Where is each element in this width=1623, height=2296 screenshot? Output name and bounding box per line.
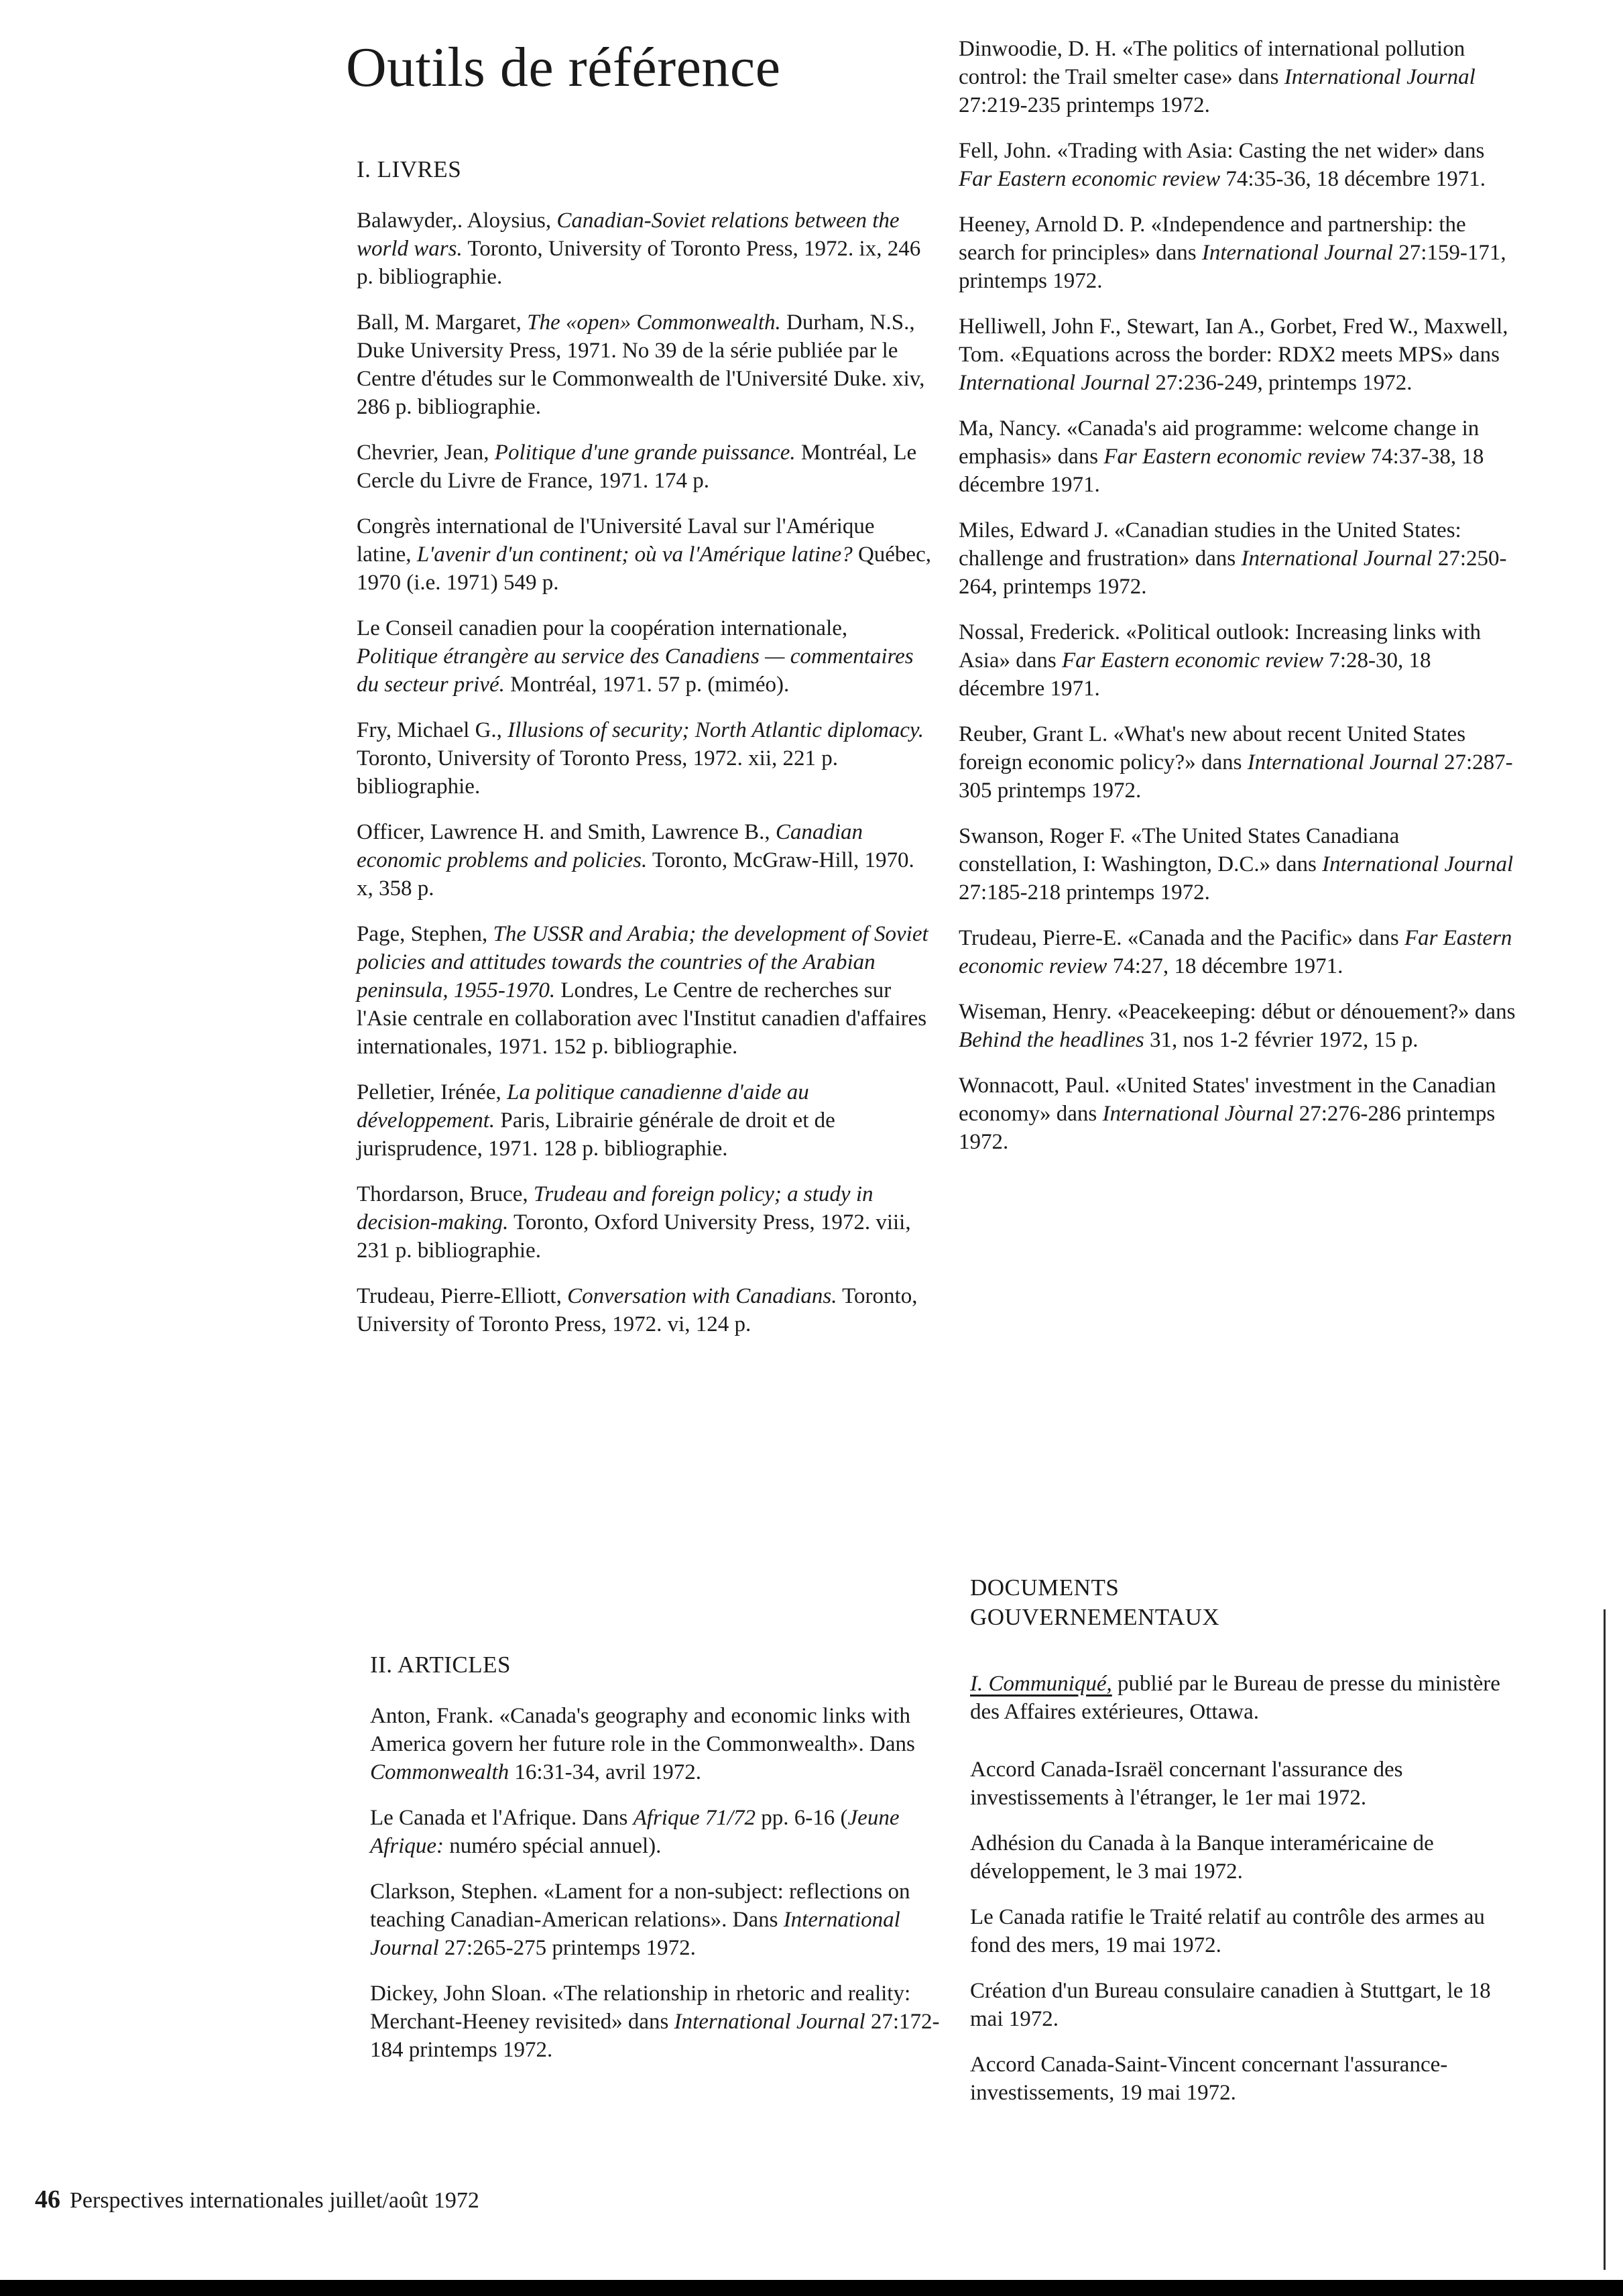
entry-text: Clarkson, Stephen. «Lament for a non-subject: reflections on teaching Canadian-American relations». Dans	[370, 1880, 910, 1932]
entry-text: Toronto, Oxford University Press, 1972. viii, 231 p. bibliographie.	[357, 1210, 911, 1263]
entry-title-italic: International Journal	[1284, 65, 1476, 89]
communique-title: I. Communiqué,	[970, 1672, 1112, 1696]
bibliography-entry	[370, 1878, 947, 1962]
bibliography-entry	[959, 618, 1522, 703]
bibliography-entry	[357, 1180, 933, 1265]
entry-text: Fell, John. «Trading with Asia: Casting the net wider» dans	[959, 139, 1485, 163]
entry-title-italic: Behind the headlines	[959, 1028, 1144, 1052]
books-heading: I. LIVRES	[357, 156, 462, 182]
documents-heading-line2: GOUVERNEMENTAUX	[970, 1604, 1220, 1630]
bibliography-entry	[959, 720, 1522, 805]
entry-title-italic: Conversation with Canadians.	[567, 1284, 837, 1308]
entry-text: Miles, Edward J. «Canadian studies in the United States: challenge and frustration» dans	[959, 518, 1461, 571]
publication-name: Perspectives internationales juillet/août 1972	[70, 2188, 479, 2213]
entry-title-italic: The «open» Commonwealth.	[527, 310, 781, 335]
bibliography-entry	[959, 137, 1522, 193]
entry-text: Montréal, 1971. 57 p. (miméo).	[504, 673, 790, 697]
document-entry: Accord Canada-Israël concernant l'assurance des investissements à l'étranger, le 1er mai 1972.	[970, 1758, 1403, 1810]
entry-text: Durham, N.S., Duke University Press, 1971. No 39 de la série publiée par le Centre d'études sur le Commonwealth de l'Université Duke. xiv, 286 p. bibliographie.	[357, 310, 925, 419]
entry-text: Londres, Le Centre de recherches sur l'Asie centrale en collaboration avec l'Institut canadien d'affaires internationales, 1971. 152 p. bibliographie.	[357, 978, 927, 1059]
documents-list	[970, 1756, 1526, 2107]
books-list	[357, 207, 933, 1338]
entry-text: 27:185-218 printemps 1972.	[959, 880, 1210, 905]
entry-text: 27:159-171, printemps 1972.	[959, 241, 1506, 293]
bibliography-entry	[959, 998, 1522, 1054]
bottom-edge-bar	[0, 2280, 1623, 2296]
articles-continued	[959, 35, 1522, 1173]
documents-heading	[970, 1573, 1526, 1632]
entry-text: Reuber, Grant L. «What's new about recent United States foreign economic policy?» dans	[959, 722, 1466, 774]
entry-text: 74:35-36, 18 décembre 1971.	[1220, 167, 1486, 191]
document-entry: Adhésion du Canada à la Banque interaméricaine de développement, le 3 mai 1972.	[970, 1831, 1434, 1884]
bibliography-entry	[959, 822, 1522, 907]
entry-text: Toronto, University of Toronto Press, 1972. ix, 246 p. bibliographie.	[357, 237, 921, 289]
entry-title-italic: Afrique 71/72	[633, 1806, 756, 1830]
document-entry: Création d'un Bureau consulaire canadien à Stuttgart, le 18 mai 1972.	[970, 1979, 1491, 2031]
bibliography-entry	[959, 312, 1522, 397]
entry-text: pp. 6-16 (	[756, 1806, 848, 1830]
entry-text: Le Conseil canadien pour la coopération internationale,	[357, 616, 848, 640]
entry-text: Dinwoodie, D. H. «The politics of international pollution control: the Trail smelter case» dans	[959, 37, 1465, 89]
articles-list-left	[370, 1702, 947, 2064]
bibliography-entry	[357, 818, 933, 903]
government-documents-section	[970, 1573, 1526, 2124]
articles-section	[370, 1651, 947, 2081]
entry-title-italic: Far Eastern economic review	[1103, 445, 1366, 469]
entry-text: numéro spécial annuel).	[443, 1834, 662, 1858]
entry-text: Page, Stephen,	[357, 922, 493, 946]
entry-text: Officer, Lawrence H. and Smith, Lawrence B.,	[357, 820, 776, 844]
bibliography-entry	[357, 308, 933, 421]
entry-text: Toronto, McGraw-Hill, 1970. x, 358 p.	[357, 848, 914, 901]
entry-text: Québec, 1970 (i.e. 1971) 549 p.	[357, 542, 931, 595]
bibliography-entry	[357, 1282, 933, 1338]
entry-text: 27:219-235 printemps 1972.	[959, 93, 1210, 117]
bibliography-entry	[357, 614, 933, 699]
bibliography-entry	[357, 1078, 933, 1163]
entry-text: Anton, Frank. «Canada's geography and economic links with America govern her future role in the Commonwealth». Dans	[370, 1704, 915, 1756]
communique-description: publié par le Bureau de presse du ministère des Affaires extérieures, Ottawa.	[970, 1672, 1500, 1724]
entry-text: Trudeau, Pierre-E. «Canada and the Pacific» dans	[959, 926, 1404, 950]
entry-text: Ball, M. Margaret,	[357, 310, 528, 335]
bibliography-entry	[357, 716, 933, 801]
entry-text: Trudeau, Pierre-Elliott,	[357, 1284, 568, 1308]
entry-title-italic: Commonwealth	[370, 1760, 509, 1784]
entry-title-italic: International Journal	[674, 2010, 865, 2034]
entry-text: Heeney, Arnold D. P. «Independence and partnership: the search for principles» dans	[959, 213, 1466, 265]
entry-title-italic: Politique d'une grande puissance.	[494, 441, 796, 465]
bibliography-entry	[357, 207, 933, 291]
bibliography-entry	[357, 512, 933, 597]
entry-text: 74:27, 18 décembre 1971.	[1107, 954, 1343, 978]
entry-text: Toronto, University of Toronto Press, 1972. xii, 221 p. bibliographie.	[357, 746, 838, 799]
bibliography-entry	[959, 35, 1522, 119]
documents-heading-line1: DOCUMENTS	[970, 1574, 1120, 1601]
bibliography-entry	[370, 1979, 947, 2064]
bibliography-entry	[959, 211, 1522, 295]
margin-line	[1604, 1609, 1606, 2270]
entry-title-italic: L'avenir d'un continent; où va l'Amérique latine?	[416, 542, 853, 567]
entry-text: Fry, Michael G.,	[357, 718, 508, 742]
entry-text: 31, nos 1-2 février 1972, 15 p.	[1144, 1028, 1419, 1052]
entry-title-italic: International Journal	[370, 1908, 900, 1960]
entry-title-italic: Canadian economic problems and policies.	[357, 820, 863, 872]
entry-text: Ma, Nancy. «Canada's aid programme: welcome change in emphasis» dans	[959, 416, 1480, 469]
bibliography-entry	[959, 516, 1522, 601]
entry-text: 27:236-249, printemps 1972.	[1150, 371, 1412, 395]
entry-text: 27:276-286 printemps 1972.	[959, 1102, 1496, 1154]
articles-heading: II. ARTICLES	[370, 1652, 512, 1678]
entry-text: 27:265-275 printemps 1972.	[438, 1936, 696, 1960]
entry-title-italic: La politique canadienne d'aide au développement.	[357, 1080, 809, 1133]
entry-title-italic: Jeune Afrique:	[370, 1806, 900, 1858]
entry-title-italic: Politique étrangère au service des Canadiens — commentaires du secteur privé.	[357, 644, 914, 697]
entry-text: Le Canada et l'Afrique. Dans	[370, 1806, 634, 1830]
entry-text: Nossal, Frederick. «Political outlook: Increasing links with Asia» dans	[959, 620, 1482, 673]
entry-title-italic: International Journal	[959, 371, 1150, 395]
entry-text: 27:250-264, printemps 1972.	[959, 547, 1507, 599]
entry-title-italic: Far Eastern economic review	[1061, 648, 1324, 673]
entry-text: Balawyder,. Aloysius,	[357, 209, 557, 233]
books-section	[357, 156, 933, 1356]
page-footer	[35, 2185, 479, 2214]
entry-text: Congrès international de l'Université Laval sur l'Amérique latine,	[357, 514, 875, 567]
entry-text: 7:28-30, 18 décembre 1971.	[959, 648, 1431, 701]
entry-title-italic: Illusions of security; North Atlantic diplomacy.	[507, 718, 924, 742]
entry-title-italic: Canadian-Soviet relations between the world wars.	[357, 209, 900, 261]
communique-intro	[970, 1670, 1526, 1726]
entry-text: 27:287-305 printemps 1972.	[959, 750, 1513, 803]
entry-text: Dickey, John Sloan. «The relationship in rhetoric and reality: Merchant-Heeney revisited» dans	[370, 1982, 911, 2034]
entry-text: Helliwell, John F., Stewart, Ian A., Gorbet, Fred W., Maxwell, Tom. «Equations across the border: RDX2 meets MPS» dans	[959, 314, 1508, 367]
entry-text: Montréal, Le Cercle du Livre de France, 1971. 174 p.	[357, 441, 917, 493]
entry-title-italic: Far Eastern economic review	[959, 167, 1221, 191]
bibliography-entry	[357, 920, 933, 1061]
bibliography-entry	[959, 1072, 1522, 1156]
entry-text: 16:31-34, avril 1972.	[509, 1760, 702, 1784]
articles-list-right	[959, 35, 1522, 1156]
entry-text: Thordarson, Bruce,	[357, 1182, 534, 1206]
entry-text: Swanson, Roger F. «The United States Canadiana constellation, I: Washington, D.C.» dans	[959, 824, 1400, 876]
entry-text: Paris, Librairie générale de droit et de jurisprudence, 1971. 128 p. bibliographie.	[357, 1108, 835, 1161]
entry-text: Wiseman, Henry. «Peacekeeping: début or dénouement?» dans	[959, 1000, 1516, 1024]
entry-title-italic: International Jòurnal	[1102, 1102, 1294, 1126]
entry-text: 74:37-38, 18 décembre 1971.	[959, 445, 1484, 497]
page-title: Outils de référence	[346, 36, 781, 99]
page-number: 46	[35, 2185, 60, 2214]
bibliography-entry	[370, 1702, 947, 1786]
bibliography-entry	[959, 414, 1522, 499]
entry-title-italic: International Journal	[1322, 852, 1514, 876]
entry-text: Wonnacott, Paul. «United States' investment in the Canadian economy» dans	[959, 1074, 1496, 1126]
entry-title-italic: The USSR and Arabia; the development of Soviet policies and attitudes towards the countries of the Arabian peninsula, 1955-1970.	[357, 922, 928, 1002]
bibliography-entry	[357, 439, 933, 495]
document-entry: Accord Canada-Saint-Vincent concernant l'assurance-investissements, 19 mai 1972.	[970, 2053, 1448, 2105]
entry-title-italic: International Journal	[1247, 750, 1439, 774]
entry-title-italic: International Journal	[1241, 547, 1433, 571]
document-entry: Le Canada ratifie le Traité relatif au contrôle des armes au fond des mers, 19 mai 1972.	[970, 1905, 1485, 1957]
entry-title-italic: Far Eastern economic review	[959, 926, 1512, 978]
entry-text: Toronto, University of Toronto Press, 1972. vi, 124 p.	[357, 1284, 918, 1336]
entry-text: 27:172-184 printemps 1972.	[370, 2010, 940, 2062]
entry-title-italic: Trudeau and foreign policy; a study in decision-making.	[357, 1182, 874, 1235]
entry-text: Pelletier, Irénée,	[357, 1080, 507, 1104]
entry-title-italic: International Journal	[1201, 241, 1393, 265]
bibliography-entry	[959, 924, 1522, 980]
bibliography-entry	[370, 1804, 947, 1860]
entry-text: Chevrier, Jean,	[357, 441, 495, 465]
